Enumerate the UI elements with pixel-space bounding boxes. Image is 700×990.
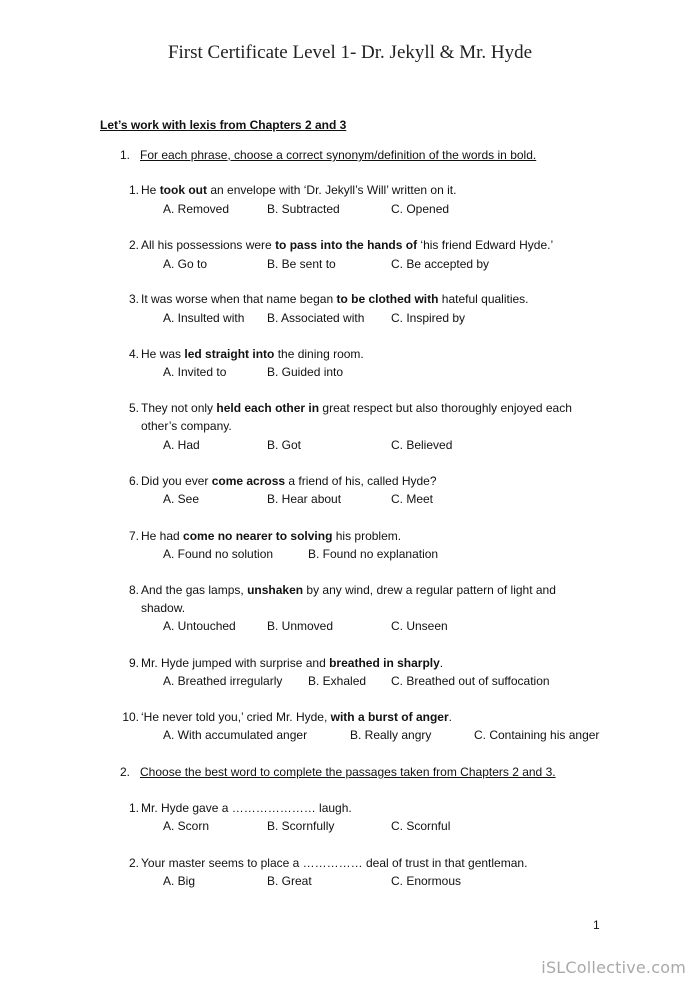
option-a: A. With accumulated anger [163,728,308,742]
bold-phrase: took out [159,183,208,197]
bold-phrase: come no nearer to solving [183,529,333,543]
question-number: 2. [128,856,139,870]
option-c: C. Unseen [391,619,448,633]
option-c: C. Meet [391,492,434,506]
bold-phrase: to pass into the hands of [275,238,418,252]
option-a: A. Go to [163,257,208,271]
question-number: 9. [128,656,139,670]
bold-phrase: held each other in [216,401,320,415]
option-b: B. Hear about [267,492,342,506]
option-c: C. Scornful [391,819,451,833]
question-stem: Mr. Hyde gave a ………………… laugh. [141,801,352,815]
option-b: B. Scornfully [267,819,335,833]
question-number: 1. [128,801,139,815]
question-stem: Your master seems to place a …………… deal of trust in that gentleman. [141,856,528,870]
question-stem: Mr. Hyde jumped with surprise and breathed in sharply. [141,656,444,670]
question-stem: It was worse when that name began to be clothed with hateful qualities. [141,292,529,306]
option-a: A. Insulted with [163,311,245,325]
option-a: A. Breathed irregularly [163,674,283,688]
question-number: 8. [128,583,139,597]
bold-phrase: unshaken [247,583,304,597]
question-number: 2. [128,238,139,252]
option-b: B. Got [267,438,302,452]
question-number: 5. [128,401,139,415]
question-number: 4. [128,347,139,361]
question-number: 1. [128,183,139,197]
question-stem: They not only held each other in great respect but also thoroughly enjoyed each other’s company. [141,401,572,433]
option-c: C. Containing his anger [474,728,600,742]
watermark: iSLCollective.com [541,958,686,977]
part-number: 2. [120,765,131,779]
option-b: B. Really angry [350,728,432,742]
question-number: 10. [122,710,139,724]
option-b: B. Exhaled [308,674,367,688]
page-number: 1 [593,918,600,932]
instruction-text: For each phrase, choose a correct synonym/definition of the words in bold. [140,148,537,162]
question-number: 7. [128,529,139,543]
option-c: C. Breathed out of suffocation [391,674,550,688]
question-stem: He was led straight into the dining room. [141,347,364,361]
bold-phrase: come across [211,474,286,488]
bold-phrase: with a burst of anger [330,710,449,724]
option-b: B. Associated with [267,311,365,325]
question-stem: Did you ever come across a friend of his, called Hyde? [141,474,437,488]
question-stem: He had come no nearer to solving his problem. [141,529,402,543]
option-a: A. Had [163,438,200,452]
question-number: 3. [128,292,139,306]
option-c: C. Be accepted by [391,257,490,271]
option-b: B. Found no explanation [308,547,439,561]
question-stem: ‘He never told you,’ cried Mr. Hyde, with a burst of anger. [141,710,452,724]
option-b: B. Guided into [267,365,344,379]
option-a: A. Invited to [163,365,227,379]
option-b: B. Be sent to [267,257,336,271]
document-title: First Certificate Level 1- Dr. Jekyll & Mr. Hyde [167,42,533,63]
option-a: A. Scorn [163,819,210,833]
option-c: C. Opened [391,202,450,216]
question-number: 6. [128,474,139,488]
option-c: C. Enormous [391,874,462,888]
section-heading: Let’s work with lexis from Chapters 2 and 3 [100,118,347,132]
bold-phrase: breathed in sharply [329,656,440,670]
bold-phrase: led straight into [184,347,275,361]
option-b: B. Unmoved [267,619,334,633]
part-number: 1. [120,148,131,162]
option-a: A. See [163,492,200,506]
option-c: C. Believed [391,438,453,452]
instruction-text: Choose the best word to complete the passages taken from Chapters 2 and 3. [140,765,556,779]
question-stem: And the gas lamps, unshaken by any wind, drew a regular pattern of light and shadow. [141,583,556,615]
bold-phrase: to be clothed with [336,292,439,306]
question-stem: All his possessions were to pass into the hands of ‘his friend Edward Hyde.’ [141,238,554,252]
question-stem: He took out an envelope with ‘Dr. Jekyll’s Will’ written on it. [141,183,457,197]
option-a: A. Big [163,874,196,888]
option-b: B. Subtracted [267,202,340,216]
option-c: C. Inspired by [391,311,466,325]
option-b: B. Great [267,874,312,888]
option-a: A. Untouched [163,619,236,633]
option-a: A. Removed [163,202,230,216]
option-a: A. Found no solution [163,547,274,561]
